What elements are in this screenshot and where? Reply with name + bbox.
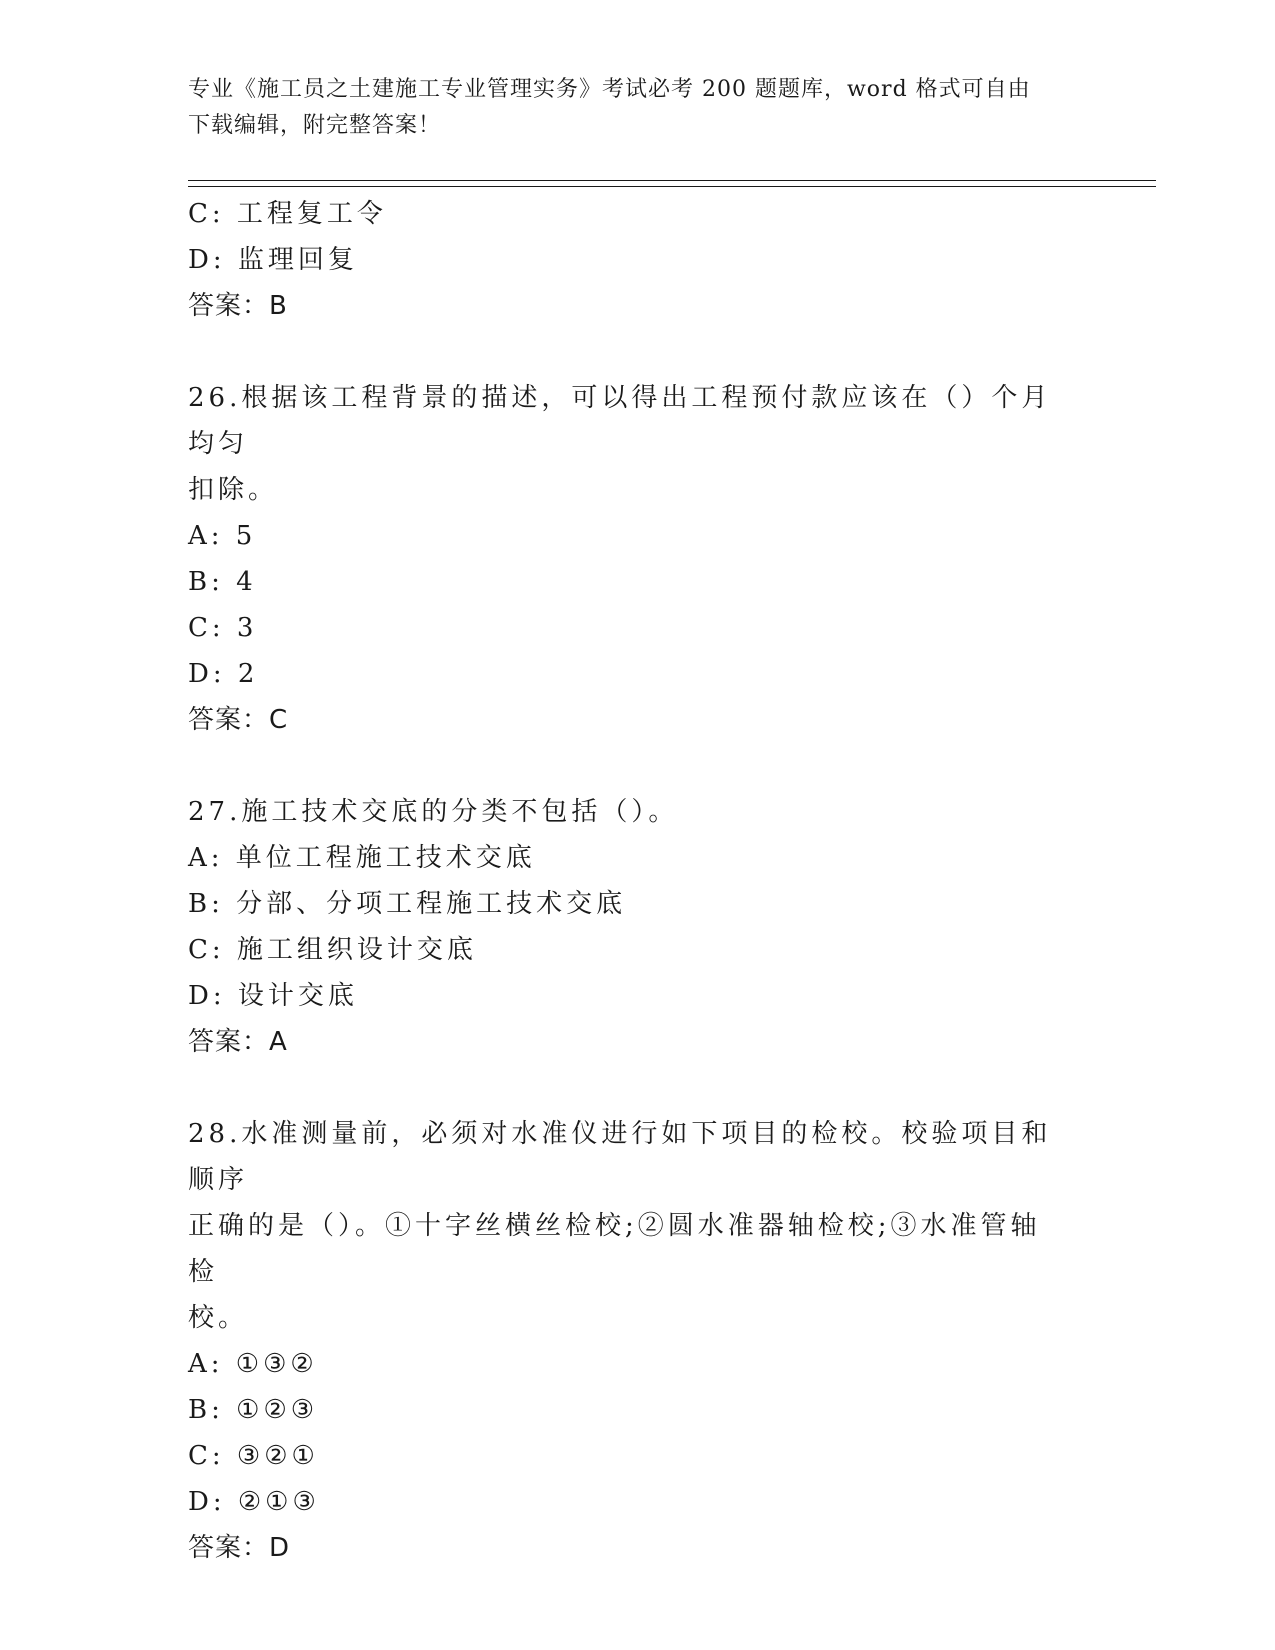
question-text-line: 26.根据该工程背景的描述，可以得出工程预付款应该在（）个月均匀 <box>188 383 1052 459</box>
question-block-25 <box>188 191 1148 329</box>
option-a: A: 5 <box>188 521 257 551</box>
option-d: D: 设计交底 <box>188 981 358 1011</box>
option-b: B: 分部、分项工程施工技术交底 <box>188 889 627 919</box>
question-text-line: 28.水准测量前，必须对水准仪进行如下项目的检校。校验项目和顺序 <box>188 1119 1052 1195</box>
question-text-line: 校。 <box>188 1303 249 1333</box>
header-divider <box>188 180 1156 187</box>
option-a: A: 单位工程施工技术交底 <box>188 843 536 873</box>
question-block-27 <box>188 789 1148 1065</box>
option-b: B: 4 <box>188 567 257 597</box>
question-text-line: 27.施工技术交底的分类不包括（）。 <box>188 797 679 827</box>
answer-line: 答案：D <box>188 1533 291 1563</box>
question-block-28 <box>188 1111 1148 1571</box>
option-c: C: 3 <box>188 613 258 643</box>
question-block-26 <box>188 375 1148 743</box>
option-b: B: ①②③ <box>188 1395 319 1425</box>
option-d: D: 监理回复 <box>188 245 358 275</box>
answer-line: 答案：C <box>188 705 289 735</box>
header-title-line-2: 下载编辑，附完整答案！ <box>188 113 442 138</box>
option-c: C: ③②① <box>188 1441 319 1471</box>
answer-line: 答案：A <box>188 1027 288 1057</box>
question-text-line: 扣除。 <box>188 475 279 505</box>
option-c: C: 施工组织设计交底 <box>188 935 477 965</box>
document-page <box>188 72 1148 1571</box>
header-title-line-1: 专业《施工员之土建施工专业管理实务》考试必考 200 题题库，word 格式可自由 <box>188 77 1031 102</box>
option-d: D: ②①③ <box>188 1487 320 1517</box>
answer-line: 答案：B <box>188 291 288 321</box>
question-text-line: 正确的是（）。①十字丝横丝检校;②圆水准器轴检校;③水准管轴检 <box>188 1211 1041 1287</box>
document-body <box>188 191 1148 1571</box>
option-a: A: ①③② <box>188 1349 318 1379</box>
option-d: D: 2 <box>188 659 259 689</box>
document-header <box>188 72 1148 144</box>
option-c: C: 工程复工令 <box>188 199 387 229</box>
